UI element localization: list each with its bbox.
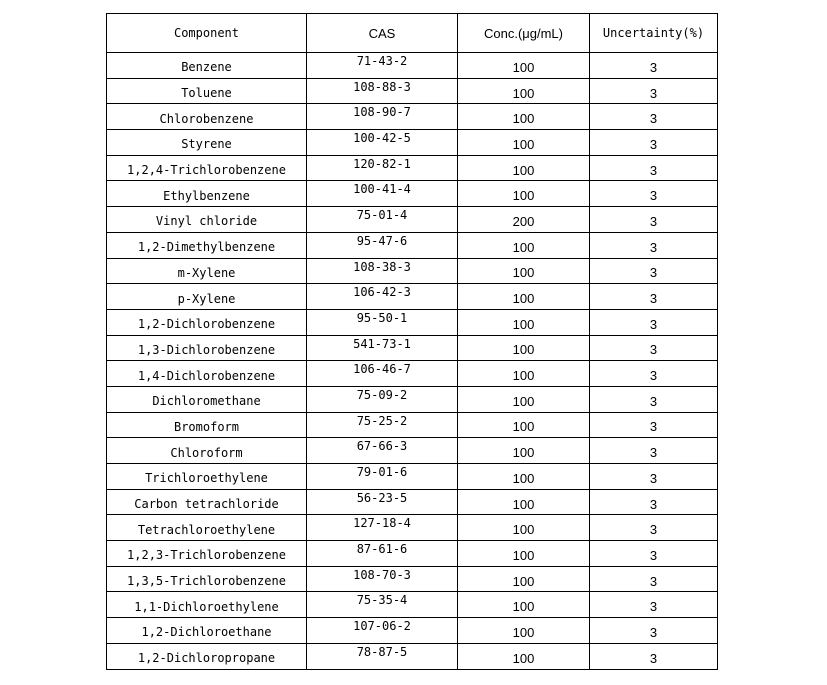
cell-uncertainty: 3 — [590, 438, 718, 464]
header-concentration: Conc.(μg/mL) — [458, 14, 590, 53]
cell-concentration: 100 — [458, 618, 590, 644]
cell-uncertainty: 3 — [590, 386, 718, 412]
cell-concentration: 100 — [458, 541, 590, 567]
table-row — [107, 464, 718, 490]
cell-component: Benzene — [107, 53, 307, 79]
table-row — [107, 618, 718, 644]
cell-component: m-Xylene — [107, 258, 307, 284]
table-row — [107, 386, 718, 412]
cell-cas: 71-43-2 — [307, 53, 458, 79]
cell-uncertainty: 3 — [590, 53, 718, 79]
table-header — [107, 14, 718, 53]
table-row — [107, 541, 718, 567]
cell-concentration: 100 — [458, 464, 590, 490]
cell-uncertainty: 3 — [590, 618, 718, 644]
cell-cas: 78-87-5 — [307, 643, 458, 669]
cell-concentration: 200 — [458, 207, 590, 233]
cell-component: Ethylbenzene — [107, 181, 307, 207]
cell-uncertainty: 3 — [590, 541, 718, 567]
cell-cas: 79-01-6 — [307, 464, 458, 490]
cell-concentration: 100 — [458, 592, 590, 618]
cell-uncertainty: 3 — [590, 335, 718, 361]
table-row — [107, 207, 718, 233]
cell-uncertainty: 3 — [590, 155, 718, 181]
cell-cas: 100-41-4 — [307, 181, 458, 207]
cell-component: Styrene — [107, 130, 307, 156]
cell-uncertainty: 3 — [590, 284, 718, 310]
cell-concentration: 100 — [458, 130, 590, 156]
cell-concentration: 100 — [458, 489, 590, 515]
table-row — [107, 361, 718, 387]
cell-uncertainty: 3 — [590, 130, 718, 156]
cell-component: 1,2-Dimethylbenzene — [107, 232, 307, 258]
cell-cas: 67-66-3 — [307, 438, 458, 464]
cell-uncertainty: 3 — [590, 489, 718, 515]
cell-cas: 75-01-4 — [307, 207, 458, 233]
cell-cas: 127-18-4 — [307, 515, 458, 541]
cell-concentration: 100 — [458, 104, 590, 130]
cell-cas: 95-47-6 — [307, 232, 458, 258]
cell-component: Toluene — [107, 78, 307, 104]
cell-component: 1,2-Dichloroethane — [107, 618, 307, 644]
cell-cas: 541-73-1 — [307, 335, 458, 361]
cell-cas: 75-25-2 — [307, 412, 458, 438]
table-row — [107, 438, 718, 464]
cell-cas: 107-06-2 — [307, 618, 458, 644]
cell-uncertainty: 3 — [590, 232, 718, 258]
cell-component: Chlorobenzene — [107, 104, 307, 130]
table-row — [107, 309, 718, 335]
table-row — [107, 258, 718, 284]
table-body — [107, 53, 718, 670]
cell-uncertainty: 3 — [590, 515, 718, 541]
cell-concentration: 100 — [458, 412, 590, 438]
cell-uncertainty: 3 — [590, 643, 718, 669]
cell-cas: 87-61-6 — [307, 541, 458, 567]
cell-component: Carbon tetrachloride — [107, 489, 307, 515]
cell-concentration: 100 — [458, 566, 590, 592]
cell-cas: 75-35-4 — [307, 592, 458, 618]
cell-component: 1,2-Dichloropropane — [107, 643, 307, 669]
cell-uncertainty: 3 — [590, 361, 718, 387]
cell-component: 1,2,3-Trichlorobenzene — [107, 541, 307, 567]
table-row — [107, 284, 718, 310]
cell-component: 1,2,4-Trichlorobenzene — [107, 155, 307, 181]
table-row — [107, 566, 718, 592]
cell-concentration: 100 — [458, 78, 590, 104]
cell-uncertainty: 3 — [590, 78, 718, 104]
cell-component: 1,2-Dichlorobenzene — [107, 309, 307, 335]
cell-concentration: 100 — [458, 515, 590, 541]
cell-cas: 108-88-3 — [307, 78, 458, 104]
cell-cas: 120-82-1 — [307, 155, 458, 181]
cell-cas: 106-46-7 — [307, 361, 458, 387]
cell-concentration: 100 — [458, 181, 590, 207]
cell-concentration: 100 — [458, 258, 590, 284]
table-row — [107, 232, 718, 258]
cell-concentration: 100 — [458, 284, 590, 310]
cell-uncertainty: 3 — [590, 412, 718, 438]
cell-concentration: 100 — [458, 309, 590, 335]
cell-concentration: 100 — [458, 386, 590, 412]
cell-concentration: 100 — [458, 361, 590, 387]
cell-cas: 100-42-5 — [307, 130, 458, 156]
cell-component: 1,3,5-Trichlorobenzene — [107, 566, 307, 592]
table-row — [107, 78, 718, 104]
cell-component: Chloroform — [107, 438, 307, 464]
cell-concentration: 100 — [458, 53, 590, 79]
components-table — [106, 13, 718, 670]
cell-component: Dichloromethane — [107, 386, 307, 412]
table-row — [107, 130, 718, 156]
table-row — [107, 155, 718, 181]
cell-uncertainty: 3 — [590, 207, 718, 233]
cell-cas: 75-09-2 — [307, 386, 458, 412]
cell-cas: 56-23-5 — [307, 489, 458, 515]
cell-cas: 106-42-3 — [307, 284, 458, 310]
cell-component: Vinyl chloride — [107, 207, 307, 233]
cell-cas: 108-90-7 — [307, 104, 458, 130]
cell-uncertainty: 3 — [590, 464, 718, 490]
cell-uncertainty: 3 — [590, 258, 718, 284]
table-row — [107, 53, 718, 79]
table-row — [107, 104, 718, 130]
cell-uncertainty: 3 — [590, 592, 718, 618]
cell-component: 1,3-Dichlorobenzene — [107, 335, 307, 361]
cell-component: Tetrachloroethylene — [107, 515, 307, 541]
cell-concentration: 100 — [458, 232, 590, 258]
cell-uncertainty: 3 — [590, 566, 718, 592]
cell-cas: 108-70-3 — [307, 566, 458, 592]
cell-component: 1,1-Dichloroethylene — [107, 592, 307, 618]
cell-uncertainty: 3 — [590, 104, 718, 130]
cell-concentration: 100 — [458, 643, 590, 669]
cell-concentration: 100 — [458, 335, 590, 361]
header-component: Component — [107, 14, 307, 53]
cell-component: Bromoform — [107, 412, 307, 438]
cell-cas: 108-38-3 — [307, 258, 458, 284]
cell-component: 1,4-Dichlorobenzene — [107, 361, 307, 387]
table-row — [107, 181, 718, 207]
cell-uncertainty: 3 — [590, 181, 718, 207]
cell-concentration: 100 — [458, 155, 590, 181]
table-row — [107, 412, 718, 438]
cell-component: Trichloroethylene — [107, 464, 307, 490]
cell-cas: 95-50-1 — [307, 309, 458, 335]
header-cas: CAS — [307, 14, 458, 53]
cell-component: p-Xylene — [107, 284, 307, 310]
table-row — [107, 643, 718, 669]
table-row — [107, 489, 718, 515]
cell-uncertainty: 3 — [590, 309, 718, 335]
cell-concentration: 100 — [458, 438, 590, 464]
table-row — [107, 335, 718, 361]
table-row — [107, 515, 718, 541]
header-row — [107, 14, 718, 53]
table-row — [107, 592, 718, 618]
header-uncertainty: Uncertainty(%) — [590, 14, 718, 53]
